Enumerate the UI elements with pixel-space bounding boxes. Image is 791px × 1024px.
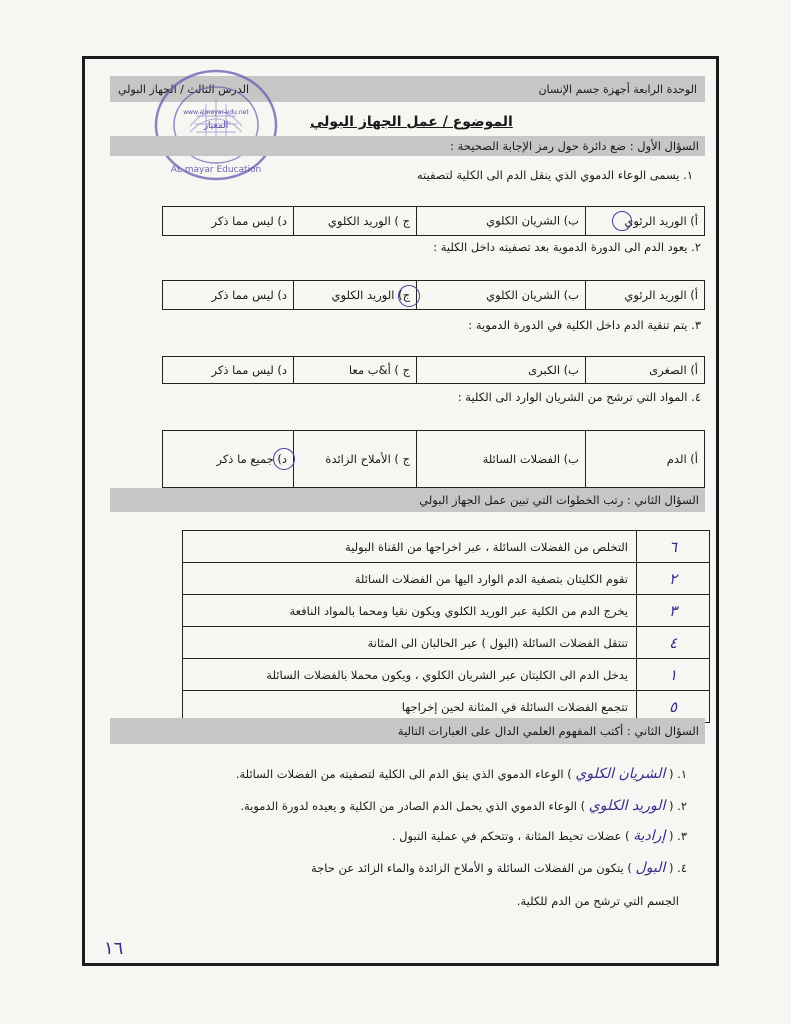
step-number: ٤ bbox=[637, 627, 710, 659]
q1-item3-option-b: ب) الكبرى bbox=[417, 357, 586, 384]
q3-heading: السؤال الثاني : أكتب المفهوم العلمي الدال على العبارات التالية bbox=[397, 724, 699, 738]
q1-item4-option-d: د) جميع ما ذكر bbox=[163, 431, 294, 488]
stamp-url: www.almayar-edu.net bbox=[183, 109, 249, 116]
unit-label: الوحدة الرابعة أجهزة جسم الإنسان bbox=[538, 82, 697, 96]
handwritten-answer: البول bbox=[635, 860, 666, 876]
q1-item2-stem: ٢. يعود الدم الى الدورة الدموية بعد تصفيته داخل الكلية : bbox=[433, 240, 701, 254]
publisher-stamp bbox=[150, 66, 282, 184]
q1-item1-option-c: ج ) الوريد الكلوي bbox=[294, 207, 417, 236]
step-text: تنتقل الفضلات السائلة (البول ) عبر الحالبان الى المثانة bbox=[183, 627, 637, 659]
q1-item2-options bbox=[162, 280, 705, 310]
q2-heading-band bbox=[110, 488, 705, 512]
q1-item2-option-b: ب) الشريان الكلوي bbox=[417, 281, 586, 310]
step-row bbox=[183, 627, 710, 659]
q3-item-4: ٤. ( البول ) يتكون من الفضلات السائلة و الأملاح الزائدة والماء الزائد عن حاجة bbox=[310, 860, 687, 876]
q1-item4-options bbox=[162, 430, 705, 488]
q1-item4-stem: ٤. المواد التي ترشح من الشريان الوارد الى الكلية : bbox=[457, 390, 701, 404]
q3-item-1: ١. ( الشريان الكلوي ) الوعاء الدموي الذي ينق الدم الى الكلية لتصفيته من الفضلات السائلة. bbox=[235, 766, 687, 782]
step-text: يخرج الدم من الكلية عبر الوريد الكلوي ويكون نقيا ومحما بالمواد النافعة bbox=[183, 595, 637, 627]
step-text: يدخل الدم الى الكليتان عبر الشريان الكلوي ، ويكون محملا بالفضلات السائلة bbox=[183, 659, 637, 691]
handwritten-answer: الوريد الكلوي bbox=[588, 798, 666, 814]
q3-heading-band bbox=[110, 718, 705, 744]
handwritten-answer: الشريان الكلوي bbox=[575, 766, 666, 782]
stamp-name-ar: المعيار bbox=[203, 121, 229, 131]
q1-item2-option-d: د) ليس مما ذكر bbox=[163, 281, 294, 310]
q1-item4-option-a: أ) الدم bbox=[586, 431, 705, 488]
q1-item1-option-a: أ) الوريد الرئوي bbox=[586, 207, 705, 236]
q1-item4-option-c: ج ) الأملاح الزائدة bbox=[294, 431, 417, 488]
q1-item3-option-c: ج ) أ&ب معا bbox=[294, 357, 417, 384]
q1-item2-option-a: أ) الوريد الرئوي bbox=[586, 281, 705, 310]
step-row bbox=[183, 659, 710, 691]
q3-item-4-continued: الجسم التي ترشح من الدم للكلية. bbox=[516, 894, 679, 908]
q1-item2-option-c: ج) الوريد الكلوي bbox=[294, 281, 417, 310]
q1-item1-options bbox=[162, 206, 705, 236]
step-row bbox=[183, 595, 710, 627]
step-text: التخلص من الفضلات السائلة ، عبر اخراجها من القناة البولية bbox=[183, 531, 637, 563]
page-title: الموضوع / عمل الجهاز البولي bbox=[310, 114, 513, 130]
q1-item1-stem: ١. يسمى الوعاء الدموي الذي ينقل الدم الى الكلية لتصفيته bbox=[416, 168, 693, 182]
step-row bbox=[183, 531, 710, 563]
handwritten-answer: إرادية bbox=[633, 828, 666, 844]
q2-heading: السؤال الثاني : رتب الخطوات التي تبين عمل الجهاز البولي bbox=[419, 493, 699, 507]
q2-steps-table bbox=[182, 530, 710, 723]
q1-heading-band bbox=[110, 136, 705, 156]
stamp-ring-text: AL mayar Education bbox=[170, 165, 262, 175]
step-text: تقوم الكليتان بتصفية الدم الوارد اليها من الفضلات السائلة bbox=[183, 563, 637, 595]
step-number: ٥ bbox=[637, 691, 710, 723]
q1-item3-stem: ٣. يتم تنقية الدم داخل الكلية في الدورة الدموية : bbox=[468, 318, 701, 332]
step-number: ١ bbox=[637, 659, 710, 691]
q1-item3-option-a: أ) الصغرى bbox=[586, 357, 705, 384]
q1-heading: السؤال الأول : ضع دائرة حول رمز الإجابة الصحيحة : bbox=[450, 139, 699, 153]
q1-item3-options bbox=[162, 356, 705, 384]
step-row bbox=[183, 563, 710, 595]
step-number: ٢ bbox=[637, 563, 710, 595]
q3-item-2: ٢. ( الوريد الكلوي ) الوعاء الدموي الذي يحمل الدم الصادر من الكلية و يعيده لدورة الدموية. bbox=[240, 798, 687, 814]
q3-item-3: ٣. ( إرادية ) عضلات تحيط المثانة ، وتتحكم في عملية التبول . bbox=[391, 828, 687, 844]
answer-circle bbox=[398, 285, 420, 307]
q1-item1-option-b: ب) الشريان الكلوي bbox=[417, 207, 586, 236]
step-number: ٣ bbox=[637, 595, 710, 627]
step-number: ٦ bbox=[637, 531, 710, 563]
answer-circle bbox=[273, 448, 295, 470]
page-number: ١٦ bbox=[104, 938, 124, 959]
q1-item4-option-b: ب) الفضلات السائلة bbox=[417, 431, 586, 488]
q1-item3-option-d: د) ليس مما ذكر bbox=[163, 357, 294, 384]
q1-item1-option-d: د) ليس مما ذكر bbox=[163, 207, 294, 236]
step-text: تتجمع الفضلات السائلة في المثانة لحين إخراجها bbox=[183, 691, 637, 723]
lesson-label: الدرس الثالث / الجهاز البولي bbox=[118, 82, 250, 96]
